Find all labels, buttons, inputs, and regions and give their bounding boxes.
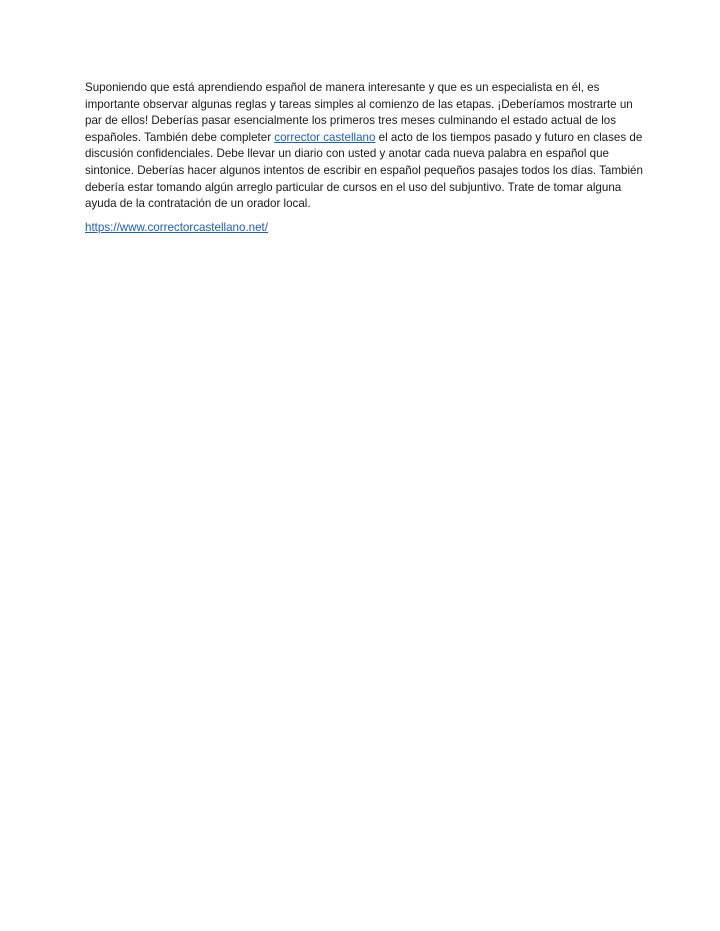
url-line (85, 220, 645, 237)
corrector-castellano-link[interactable]: corrector castellano (274, 130, 376, 144)
paragraph-text-after-link: el acto de los tiempos pasado y futuro en clases de discusión confidenciales. Debe llevar un diario con usted y anotar cada nueva palabra en español que sintonice. Deberías hacer algunos intentos de escribir en español pequeños pasajes todos los días. También debería estar tomando algún arreglo particular de cursos en el uso del subjuntivo. Trate de tomar alguna ayuda de la contratación de un orador local. (85, 130, 643, 211)
paragraph-text-before-link: Suponiendo que está aprendiendo español de manera interesante y que es un especialista en él, es importante observar algunas reglas y tareas simples al comienzo de las etapas. ¡Deberíamos mostrarte un par de ellos! Deberías pasar esencialmente los primeros tres meses culminando el estado actual de los españoles. También debe completer (85, 81, 633, 144)
body-paragraph (85, 80, 645, 213)
document-body (85, 80, 645, 236)
website-url-link[interactable]: https://www.correctorcastellano.net/ (85, 220, 269, 234)
